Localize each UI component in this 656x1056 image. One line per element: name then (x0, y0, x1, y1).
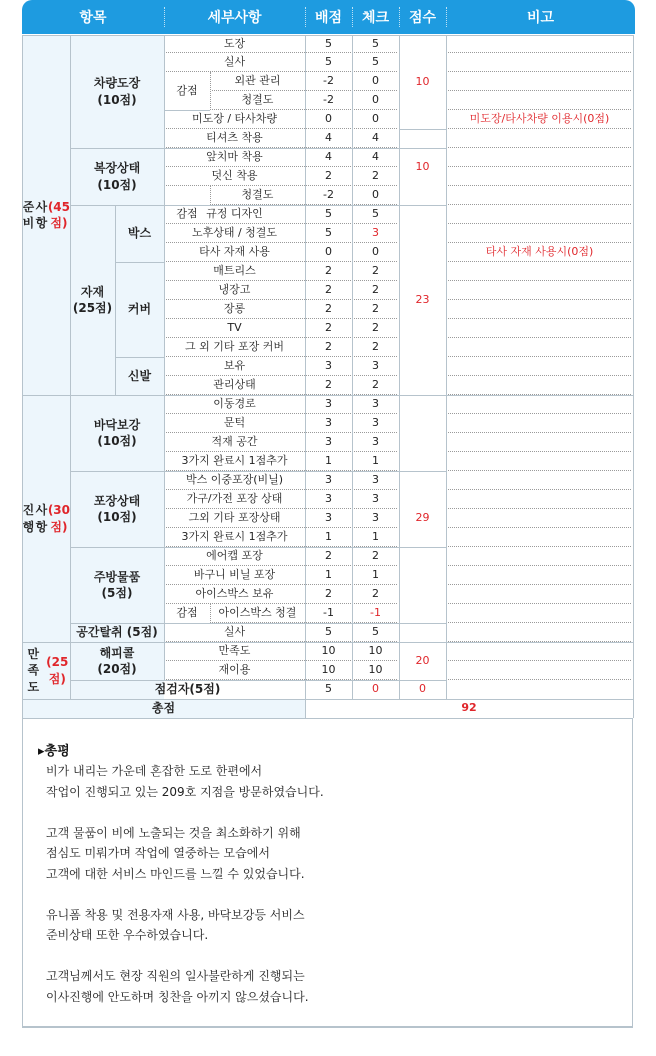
check-cell: 10 (368, 644, 383, 658)
check-cell: 5 (372, 55, 379, 69)
max-cell: 5 (325, 207, 332, 221)
check-cell: 5 (372, 36, 379, 50)
detail-cell: 박스 이중포장(비닐) (185, 473, 284, 487)
detail-cell: 그 외 기타 포장 커버 (185, 340, 284, 354)
detail-cell: 미도장 / 타사차량 (191, 112, 278, 126)
detail-cell: 아이스박스 보유 (195, 587, 274, 601)
header-note: 비고 (446, 0, 635, 34)
max-cell: 3 (325, 359, 332, 373)
group-cell: 신발 (127, 368, 152, 383)
category-cell: 만족도 (25점) (27, 647, 69, 694)
inspector-label: 점검자(5점) (154, 682, 221, 697)
max-cell: 0 (325, 112, 332, 126)
detail-cell: 실사 (223, 625, 246, 639)
max-cell: -2 (323, 188, 334, 202)
max-cell: 2 (325, 549, 332, 563)
header-max: 배점 (305, 0, 352, 34)
group-cell: 자재 (25점) (72, 284, 113, 315)
check-cell: 1 (372, 530, 379, 544)
check-cell: 2 (372, 283, 379, 297)
max-cell: 2 (325, 340, 332, 354)
total-value: 92 (305, 699, 633, 718)
detail-cell: 그외 기타 포장상태 (188, 511, 281, 525)
max-cell: 1 (325, 454, 332, 468)
detail-cell: TV (227, 321, 242, 335)
detail-cell: 관리상태 (213, 378, 256, 392)
detail-cell: 3가지 완료시 1점추가 (181, 530, 288, 544)
group-cell: 해피콜 (20점) (97, 645, 137, 676)
check-cell: 4 (372, 131, 379, 145)
detail-cell: 보유 (223, 359, 246, 373)
inspector-check: 0 (372, 682, 379, 696)
detail-cell: 규정 디자인 (206, 207, 263, 221)
check-cell: 0 (372, 74, 379, 88)
summary-line: 고객에 대한 서비스 마인드를 느낄 수 있었습니다. (46, 866, 305, 881)
summary-title: ▸총평 (38, 744, 70, 759)
detail-cell: 타사 자재 사용 (199, 245, 270, 259)
max-cell: 2 (325, 302, 332, 316)
max-cell: 1 (325, 530, 332, 544)
check-cell: 0 (372, 245, 379, 259)
max-cell: 1 (325, 568, 332, 582)
score-cell: 20 (415, 653, 430, 667)
max-cell: 3 (325, 511, 332, 525)
check-cell: 0 (372, 188, 379, 202)
max-cell: 5 (325, 226, 332, 240)
detail-cell: 재이용 (218, 663, 251, 677)
header-detail: 세부사항 (164, 0, 305, 34)
check-cell: 1 (372, 568, 379, 582)
group-cell: 바닥보강 (10점) (93, 417, 141, 448)
score-cell: 29 (415, 511, 430, 525)
max-cell: 2 (325, 169, 332, 183)
check-cell: 3 (372, 397, 379, 411)
group-cell: 박스 (127, 226, 152, 241)
note-cell: 타사 자재 사용시(0점) (485, 245, 594, 259)
score-cell: 10 (415, 159, 430, 173)
max-cell: 2 (325, 587, 332, 601)
deduction-label: 감점 (176, 207, 198, 221)
deduction-label: 감점 (176, 606, 198, 620)
check-cell: 3 (372, 416, 379, 430)
score-cell: 10 (415, 74, 430, 88)
summary-line: 준비상태 또한 우수하였습니다. (46, 928, 209, 942)
group-cell: 포장상태 (10점) (93, 493, 141, 524)
note-cell: 미도장/타사차량 이용시(0점) (469, 112, 610, 126)
detail-cell: 적재 공간 (211, 435, 258, 449)
check-cell: 2 (372, 264, 379, 278)
score-cell: 23 (415, 292, 430, 306)
group-cell: 차량도장 (10점) (93, 76, 141, 107)
detail-cell: 덧신 착용 (211, 169, 258, 183)
check-cell: 3 (372, 226, 379, 240)
summary-line: 고객 물품이 비에 노출되는 것을 최소화하기 위해 (46, 825, 301, 840)
max-cell: 10 (321, 644, 336, 658)
deduction-label: 감점 (176, 83, 198, 97)
check-cell: 3 (372, 492, 379, 506)
category-cell: 진행 사항 (30점) (22, 503, 70, 534)
detail-cell: 실사 (223, 55, 246, 69)
header-score: 점수 (399, 0, 446, 34)
max-cell: 5 (325, 625, 332, 639)
summary-line: 비가 내리는 가운데 혼잡한 도로 한편에서 (46, 764, 263, 778)
max-cell: 5 (325, 36, 332, 50)
check-cell: 2 (372, 378, 379, 392)
check-cell: 1 (372, 454, 379, 468)
detail-cell: 티셔츠 착용 (206, 131, 263, 145)
max-cell: 3 (325, 435, 332, 449)
summary-line: 작업이 진행되고 있는 209호 지점을 방문하였습니다. (46, 784, 324, 799)
check-cell: 3 (372, 435, 379, 449)
inspector-max: 5 (325, 682, 332, 696)
max-cell: 2 (325, 321, 332, 335)
detail-cell: 3가지 완료시 1점추가 (181, 454, 288, 468)
detail-cell: 청결도 (241, 93, 274, 107)
max-cell: 4 (325, 131, 332, 145)
summary-line: 유니폼 착용 및 전용자재 사용, 바닥보강등 서비스 (46, 907, 305, 922)
max-cell: 3 (325, 492, 332, 506)
detail-cell: 만족도 (218, 644, 251, 658)
detail-cell: 바구니 비닐 포장 (193, 568, 276, 582)
check-cell: 2 (372, 321, 379, 335)
check-cell: 2 (372, 587, 379, 601)
header-check: 체크 (352, 0, 399, 34)
check-cell: 2 (372, 169, 379, 183)
detail-cell: 외관 관리 (234, 74, 281, 88)
detail-cell: 앞치마 착용 (206, 150, 263, 164)
max-cell: 0 (325, 245, 332, 259)
detail-cell: 매트리스 (213, 264, 256, 278)
max-cell: 5 (325, 55, 332, 69)
total-label: 총점 (22, 699, 305, 718)
check-cell: 5 (372, 207, 379, 221)
max-cell: 3 (325, 473, 332, 487)
max-cell: 2 (325, 378, 332, 392)
inspector-score: 0 (419, 682, 426, 696)
max-cell: -1 (323, 606, 334, 620)
max-cell: 3 (325, 416, 332, 430)
detail-cell: 문턱 (223, 416, 246, 430)
max-cell: 3 (325, 397, 332, 411)
max-cell: 2 (325, 264, 332, 278)
detail-cell: 에어캡 포장 (206, 549, 263, 563)
check-cell: 0 (372, 112, 379, 126)
summary-line: 이사진행에 안도하며 칭찬을 아끼지 않으셨습니다. (46, 989, 309, 1004)
detail-cell: 아이스박스 청결 (218, 606, 297, 620)
max-cell: 4 (325, 150, 332, 164)
check-cell: 2 (372, 302, 379, 316)
max-cell: -2 (323, 93, 334, 107)
max-cell: 2 (325, 283, 332, 297)
detail-cell: 노후상태 / 청결도 (191, 226, 278, 240)
detail-cell: 청결도 (241, 188, 274, 202)
header-item: 항목 (22, 0, 164, 34)
detail-cell: 이동경로 (213, 397, 256, 411)
check-cell: -1 (370, 606, 381, 620)
summary-line: 점심도 미뤄가며 작업에 열중하는 모습에서 (46, 846, 270, 860)
detail-cell: 가구/가전 포장 상태 (186, 492, 283, 506)
check-cell: 3 (372, 473, 379, 487)
check-cell: 4 (372, 150, 379, 164)
detail-cell: 도장 (223, 36, 246, 50)
summary-line: 고객님께서도 현장 직원의 일사불란하게 진행되는 (46, 969, 305, 983)
max-cell: -2 (323, 74, 334, 88)
check-cell: 2 (372, 340, 379, 354)
check-cell: 2 (372, 549, 379, 563)
group-cell: 공간탈취 (5점) (76, 625, 158, 640)
check-cell: 5 (372, 625, 379, 639)
check-cell: 3 (372, 359, 379, 373)
group-cell: 복장상태 (10점) (93, 161, 141, 192)
check-cell: 3 (372, 511, 379, 525)
group-cell: 커버 (127, 302, 152, 317)
check-cell: 10 (368, 663, 383, 677)
check-cell: 0 (372, 93, 379, 107)
max-cell: 10 (321, 663, 336, 677)
detail-cell: 장롱 (223, 302, 246, 316)
category-cell: 준비 사항 (45점) (22, 199, 70, 230)
group-cell: 주방물품 (5점) (93, 569, 141, 600)
detail-cell: 냉장고 (218, 283, 251, 297)
